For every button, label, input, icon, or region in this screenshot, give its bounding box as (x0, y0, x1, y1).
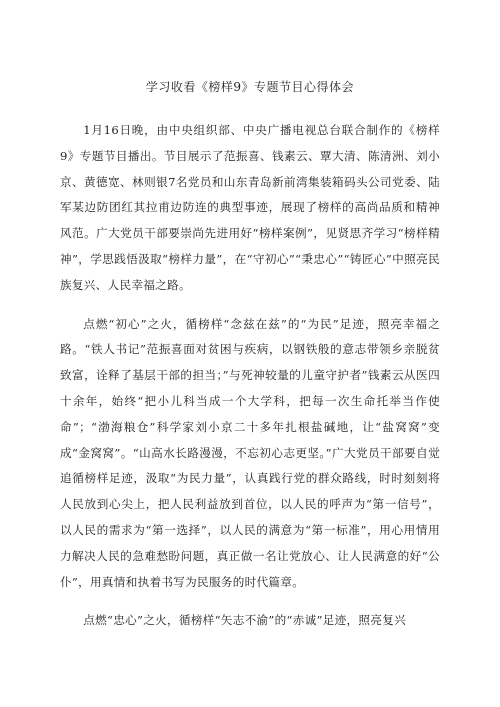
paragraph-zhongxin: 点燃“忠心”之火，循榜样“矢志不渝”的“赤诚”足迹，照亮复兴 (83, 613, 407, 628)
document-title: 学习收看《榜样9》专题节目心得体会 (145, 80, 355, 94)
paragraph-chuxin: 点燃“初心”之火，循榜样“念兹在兹”的“为民”足迹，照亮幸福之路。“铁人书记”范振喜面对贫困与疾病，以钢铁般的意志带领乡亲脱贫致富，诠释了基层干部的担当；”与死神较量的儿童守护者”钱素云从医四十余年，始终“把小儿科当成一个大学科，把每一次生命托举当作使命”；“渤海粮仓”科学家刘小京二十多年扎根盐碱地，让“盐窝窝”变成“金窝窝”。“山高水长路漫漫，不忘初心志更坚。”广大党员干部要自觉追循榜样足迹，汲取“为民力量”，认真践行党的群众路线，时时刻刻将人民放到心尖上，把人民利益放到首位，以人民的呼声为“第一信号”，以人民的需求为“第一选择”，以人民的满意为“第一标准”，用心用情用力解决人民的急难愁盼问题，真正做一名让党放心、让人民满意的好“公仆”，用真情和执着书写为民服务的时代篇章。 (60, 316, 440, 589)
paragraph-intro: 1月16日晚，由中央组织部、中央广播电视总台联合制作的《榜样9》专题节目播出。节目展示了范振喜、钱素云、覃大清、陈清洲、刘小京、黄德宽、林则银7名党员和山东青岛新前湾集装箱码头公司党委、陆军某边防团红其拉甫边防连的典型事迹，展现了榜样的高尚品质和精神风范。广大党员干部要崇尚先进用好“榜样案例”，见贤思齐学习“榜样精神”，学思践悟汲取“榜样力量”，在“守初心”“秉忠心”“铸匠心”中照亮民族复兴、人民幸福之路。 (60, 123, 440, 292)
